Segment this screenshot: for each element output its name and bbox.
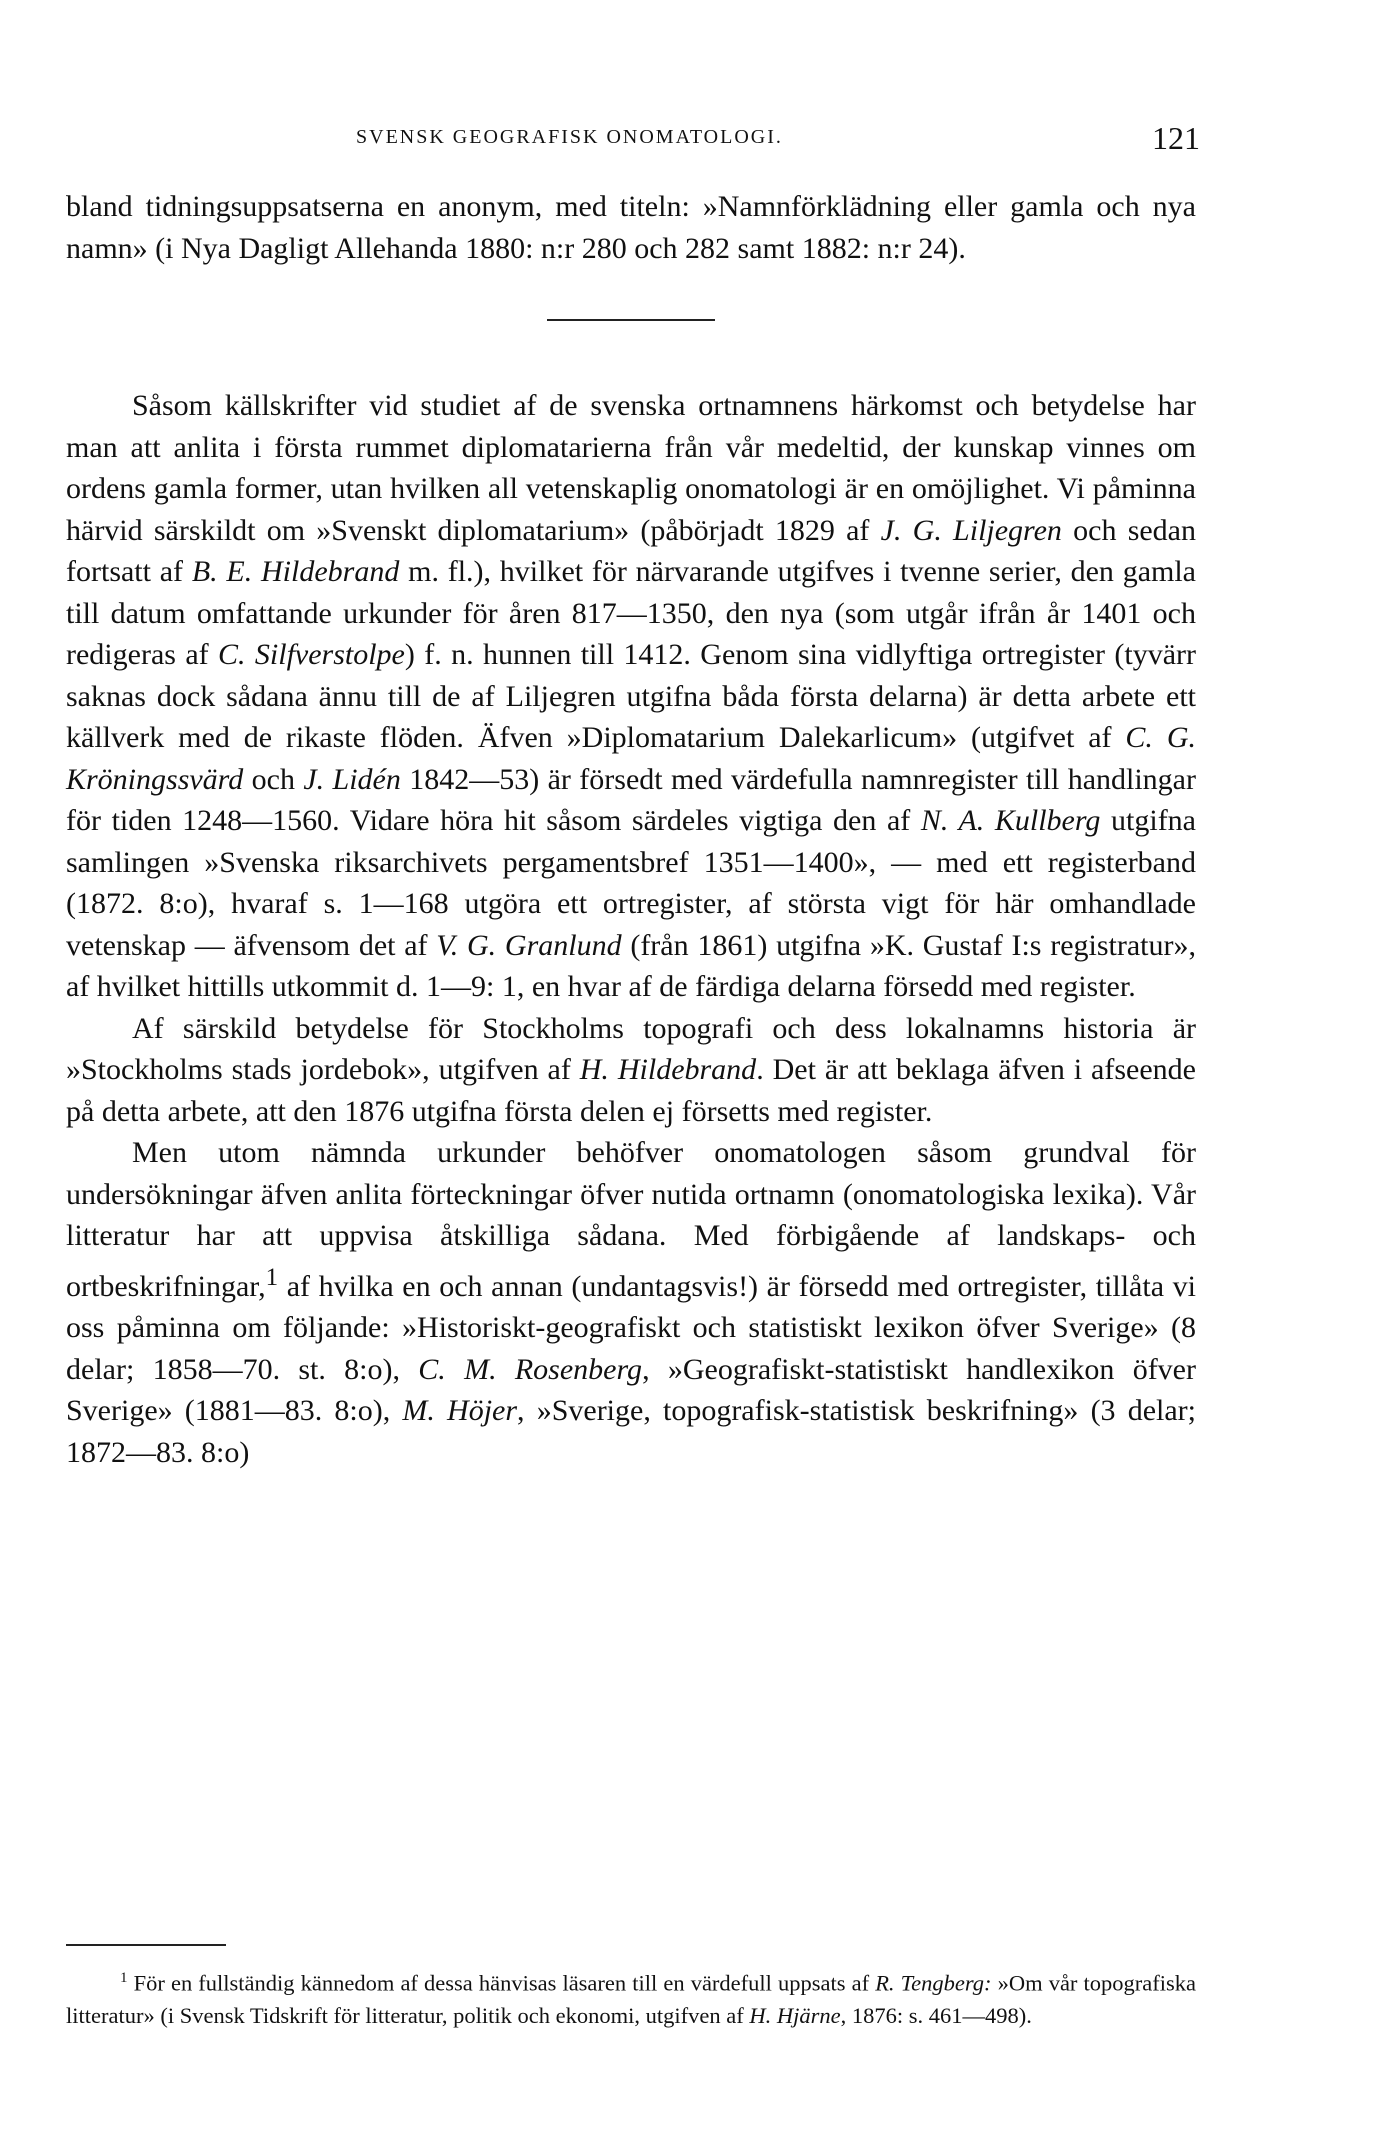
section-separator xyxy=(547,319,715,321)
person-name: J. Lidén xyxy=(303,762,401,796)
paragraph-stockholm xyxy=(66,1008,1196,1133)
page-number: 121 xyxy=(1152,120,1200,156)
paragraph-sources xyxy=(66,385,1196,1008)
person-name: B. E. Hildebrand xyxy=(191,555,400,588)
person-name: C. M. Rosenberg xyxy=(418,1352,643,1386)
person-name: J. G. Liljegren xyxy=(880,513,1062,547)
text-run: , 1876: s. 461—498). xyxy=(840,2002,1032,2028)
text-run: (från 1861) utgifna »K. Gustaf I:s registratur», af hvilket hittills utkommit d. 1—9: 1, en hvar af de färdiga delarna försedd med register. xyxy=(66,928,1196,1003)
person-name: V. G. Granlund xyxy=(436,928,622,962)
person-name: H. Hjärne xyxy=(749,2002,841,2028)
text-run: och xyxy=(243,762,304,796)
text-run: Såsom källskrifter vid studiet af de svenska ortnamnens härkomst och betydelse har man att anlita i första rummet diplomatarierna från vår medeltid, der kunskap vinnes om ordens gamla former, utan hvilken all vetenskaplig onomatologi är en omöjlighet. Vi påminna härvid särskildt om »Svenskt diplomatarium» (påbörjadt 1829 af xyxy=(66,389,1196,547)
footnote-reference[interactable]: 1 xyxy=(265,1263,279,1291)
text-run: . Det är att beklaga äfven i afseende på detta arbete, att den 1876 utgifna första delen ej försetts med register. xyxy=(66,1053,1196,1128)
text-run: m. fl.), hvilket för närvarande utgifves i tvenne serier, den gamla till datum omfattande urkunder för åren 817—1350, den nya (som utgår ifrån år 1401 och redigeras af xyxy=(66,555,1196,671)
text-run: Men utom nämnda urkunder behöfver onomatologen såsom grundval för undersökningar äfven anlita förteckningar öfver nutida ortnamn (onomatologiska lexika). Vår litteratur har att uppvisa åtskilliga sådana. Med förbigående af landskaps- och ortbeskrifningar, xyxy=(66,1136,1196,1303)
text-run: utgifna samlingen »Svenska riksarchivets pergamentsbref 1351—1400», — med ett registerband (1872. 8:o), hvaraf s. 1—168 utgöra ett ortregister, af största vigt för här omhandlade vetenskap — äfvensom det af xyxy=(66,804,1196,962)
text-run: ) f. n. hunnen till 1412. Genom sina vidlyftiga ortregister (tyvärr saknas dock sådana ännu till de af Liljegren utgifna båda första delarna) är detta arbete ett källverk med de rikaste flöden. Äfven »Diplomatarium Dalekarlicum» (utgifvet af xyxy=(66,638,1197,754)
text-run: af hvilka en och annan (undantagsvis!) är försedd med ortregister, tillåta vi oss påminna om följande: »Historiskt-geografiskt och statistiskt lexikon öfver Sverige» (8 delar; 1858—70. st. 8:o), xyxy=(66,1269,1196,1386)
text-run: 1842—53) är försedt med värdefulla namnregister till handlingar för tiden 1248—1560. Vidare höra hit såsom särdeles vigtiga den af xyxy=(66,762,1196,837)
text-run: , »Sverige, topografisk-statistisk beskrifning» (3 delar; 1872—83. 8:o) xyxy=(66,1394,1196,1469)
text-run: För en fullständig kännedom af dessa hänvisas läsaren till en värdefull uppsats af xyxy=(127,1970,876,1996)
person-name: C. G. Kröningssvärd xyxy=(66,721,1196,796)
text-run: »Om vår topografiska litteratur» (i Svensk Tidskrift för litteratur, politik och ekonomi, utgifven af xyxy=(66,1970,1196,2028)
person-name: H. Hildebrand xyxy=(579,1053,757,1086)
running-title: SVENSK GEOGRAFISK ONOMATOLOGI. xyxy=(356,126,783,148)
text-run: och sedan fortsatt af xyxy=(66,513,1196,588)
person-name: M. Höjer xyxy=(402,1394,518,1427)
text-run: , »Geografiskt-statistiskt handlexikon öfver Sverige» (1881—83. 8:o), xyxy=(66,1352,1196,1427)
main-text xyxy=(66,186,1196,1473)
person-name: R. Tengberg: xyxy=(875,1970,992,1996)
person-name: N. A. Kullberg xyxy=(920,804,1101,837)
text-run: Af särskild betydelse för Stockholms topografi och dess lokalnamns historia är »Stockholms stads jordebok», utgifven af xyxy=(66,1011,1196,1086)
footnote-marker: 1 xyxy=(120,1970,128,1986)
page-header xyxy=(66,120,1200,160)
paragraph-lexika xyxy=(66,1132,1196,1473)
footnote xyxy=(66,1962,1196,2032)
person-name: C. Silfverstolpe xyxy=(218,638,405,671)
intro-paragraph: bland tidningsuppsatserna en anonym, med titeln: »Namnförklädning eller gamla och nya namn» (i Nya Dagligt Allehanda 1880: n:r 280 och 282 samt 1882: n:r 24). xyxy=(66,190,1196,265)
footnote-rule xyxy=(66,1944,226,1946)
